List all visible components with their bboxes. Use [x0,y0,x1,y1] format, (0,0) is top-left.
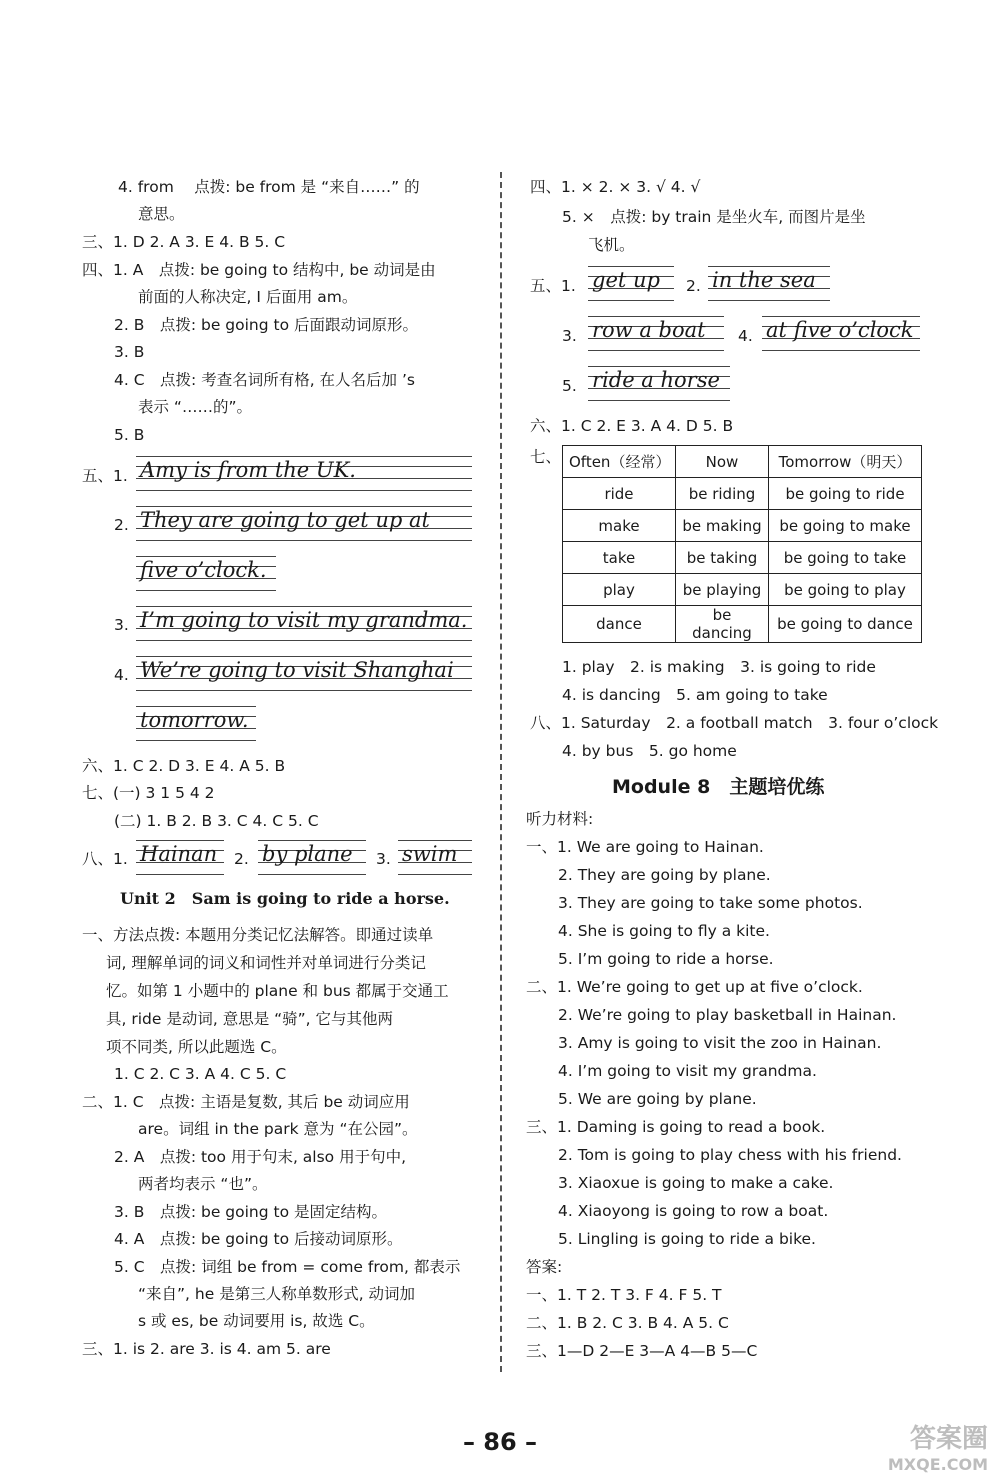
right-text-line: 一、1. T 2. T 3. F 4. F 5. T [526,1286,722,1304]
table-cell: take [563,542,676,574]
left-text-line: 两者均表示 “也”。 [138,1175,268,1193]
handwritten-answer [708,266,830,302]
left-text-line: 八、1. [82,850,128,868]
handwritten-answer [136,656,472,692]
right-text-line: 3. [562,327,577,345]
left-text-line: 3. B [114,343,145,361]
right-text-line: 听力材料: [526,810,594,828]
left-text-line: 三、1. D 2. A 3. E 4. B 5. C [82,233,286,251]
handwritten-text: at five o’clock [766,318,914,342]
left-text-line: 2. B 点拨: be going to 后面跟动词原形。 [114,316,419,334]
ruled-line [588,400,730,401]
right-text-line: 八、1. Saturday 2. a football match 3. four o’clock [530,714,939,732]
handwritten-answer [398,840,472,876]
left-text-line: 2. A 点拨: too 用于句末, also 用于句中, [114,1148,407,1166]
ruled-line [136,606,472,607]
ruled-line [136,556,276,557]
handwritten-text: by plane [262,842,353,866]
ruled-line [258,874,366,875]
ruled-line [708,266,830,267]
right-text-line: 三、1—D 2—E 3—A 4—B 5—C [526,1342,758,1360]
brand-url: MXQE.COM [887,1455,988,1474]
left-text-line: 3. B 点拨: be going to 是固定结构。 [114,1203,388,1221]
handwritten-text: tomorrow. [140,708,249,732]
table-cell: be going to play [769,574,922,606]
table-cell: be making [676,510,769,542]
right-text-line: 4. is dancing 5. am going to take [562,686,828,704]
table-cell: be playing [676,574,769,606]
ruled-line [762,350,920,351]
ruled-line [258,840,366,841]
module-title: Module 8 主题培优练 [612,776,825,798]
ruled-line [588,350,724,351]
right-text-line: 5. We are going by plane. [558,1090,757,1108]
right-text-line: 答案: [526,1258,563,1276]
right-text-line: 三、1. Daming is going to read a book. [526,1118,826,1136]
table-row [563,510,922,542]
handwritten-answer [258,840,366,876]
handwritten-text: swim [402,842,458,866]
ruled-line [708,300,830,301]
handwritten-answer [588,366,730,402]
handwritten-text: Amy is from the UK. [140,458,356,482]
handwritten-text: They are going to get up at [140,508,430,532]
handwritten-text: row a boat [592,318,706,342]
right-text-line: 5. [562,377,577,395]
left-text-line: 5. B [114,426,145,444]
handwritten-answer [136,506,472,542]
table-cell: be taking [676,542,769,574]
table-row [563,606,922,643]
handwritten-answer [136,456,472,492]
left-text-line: 1. C 2. C 3. A 4. C 5. C [114,1065,287,1083]
table-row [563,542,922,574]
handwritten-answer [588,316,724,352]
right-text-line: 飞机。 [588,236,635,254]
right-text-line: 二、1. We’re going to get up at five o’clock. [526,978,863,996]
left-text-line: 七、(一) 3 1 5 4 2 [82,784,215,802]
ruled-line [136,590,276,591]
right-text-line: 四、1. × 2. × 3. √ 4. √ [530,178,701,196]
right-text-line: 2. They are going by plane. [558,866,771,884]
right-text-line: 2. [686,277,701,295]
left-text-line: are。词组 in the park 意为 “在公园”。 [138,1120,418,1138]
ruled-line [136,740,256,741]
ruled-line [136,840,224,841]
left-text-line: 4. from 点拨: be from 是 “来自……” 的 [118,178,420,196]
right-text-line: 1. play 2. is making 3. is going to ride [562,658,876,676]
table-cell: be riding [676,478,769,510]
header-often: Often（经常） [563,446,676,478]
left-text-line: 4. [114,666,129,684]
right-text-line: 2. Tom is going to play chess with his friend. [558,1146,902,1164]
ruled-line [136,706,256,707]
handwritten-text: get up [592,268,660,292]
left-text-line: 3. [114,616,129,634]
ruled-line [762,316,920,317]
table-header-row [563,446,922,478]
left-text-line: 六、1. C 2. D 3. E 4. A 5. B [82,757,286,775]
right-text-line: 七、 [530,448,562,466]
right-text-line: 4. [738,327,753,345]
ruled-line [398,874,472,875]
handwritten-answer [762,316,920,352]
table-cell: be dancing [676,606,769,643]
brand-logo-text: 答案圈 [909,1424,988,1454]
table-cell: dance [563,606,676,643]
table-cell: be going to make [769,510,922,542]
left-text-line: 五、1. [82,467,128,485]
right-text-line: 六、1. C 2. E 3. A 4. D 5. B [530,417,734,435]
ruled-line [588,300,674,301]
page-number: – 86 – [462,1428,538,1456]
left-text-line: 具, ride 是动词, 意思是 “骑”, 它与其他两 [106,1010,394,1028]
ruled-line [398,840,472,841]
table-row [563,478,922,510]
right-text-line: 5. Lingling is going to ride a bike. [558,1230,816,1248]
left-text-line: “来自”, he 是第三人称单数形式, 动词加 [138,1285,416,1303]
left-text-line: 四、1. A 点拨: be going to 结构中, be 动词是由 [82,261,436,279]
right-text-line: 4. I’m going to visit my grandma. [558,1062,817,1080]
right-text-line: 3. Xiaoxue is going to make a cake. [558,1174,834,1192]
column-divider [500,172,502,1372]
right-text-line: 4. by bus 5. go home [562,742,737,760]
header-now: Now [676,446,769,478]
ruled-line [136,490,472,491]
left-text-line: 表示 “……的”。 [138,398,252,416]
handwritten-answer [588,266,674,302]
handwritten-text: I’m going to visit my grandma. [140,608,468,632]
left-text-line: 2. [114,516,129,534]
table-row [563,574,922,606]
header-tomorrow: Tomorrow（明天） [769,446,922,478]
brand-watermark [888,1418,988,1474]
left-text-line: 4. C 点拨: 考查名词所有格, 在人名后加 ’s [114,371,415,389]
left-text-line: 3. [376,850,391,868]
ruled-line [588,366,730,367]
table-cell: be going to dance [769,606,922,643]
right-text-line: 5. I’m going to ride a horse. [558,950,774,968]
left-text-line: 2. [234,850,249,868]
left-text-line: 一、方法点拨: 本题用分类记忆法解答。即通过读单 [82,926,434,944]
handwritten-answer [136,606,472,642]
handwritten-text: in the sea [712,268,816,292]
right-text-line: 4. She is going to fly a kite. [558,922,770,940]
left-text-line: 5. C 点拨: 词组 be from = come from, 都表示 [114,1258,461,1276]
handwritten-text: We’re going to visit Shanghai [140,658,454,682]
ruled-line [588,266,674,267]
left-text-line: 词, 理解单词的词义和词性并对单词进行分类记 [106,954,426,972]
ruled-line [136,506,472,507]
handwritten-text: five o’clock. [140,558,267,582]
left-text-line: 4. A 点拨: be going to 后接动词原形。 [114,1230,403,1248]
handwritten-answer [136,556,276,592]
right-text-line: 3. They are going to take some photos. [558,894,863,912]
handwritten-answer [136,840,224,876]
left-text-line: 忆。如第 1 小题中的 plane 和 bus 都属于交通工 [106,982,449,1000]
right-text-line: 3. Amy is going to visit the zoo in Hainan. [558,1034,882,1052]
left-text-line: s 或 es, be 动词要用 is, 故选 C。 [138,1312,375,1330]
verb-forms-table [562,445,922,643]
ruled-line [588,316,724,317]
handwritten-answer [136,706,256,742]
ruled-line [136,656,472,657]
table-cell: be going to ride [769,478,922,510]
ruled-line [136,540,472,541]
table-cell: make [563,510,676,542]
left-text-line: 二、1. C 点拨: 主语是复数, 其后 be 动词应用 [82,1093,410,1111]
ruled-line [136,690,472,691]
table-cell: ride [563,478,676,510]
ruled-line [136,456,472,457]
right-text-line: 4. Xiaoyong is going to row a boat. [558,1202,829,1220]
unit-heading: Unit 2 Sam is going to ride a horse. [120,889,450,908]
right-text-line: 一、1. We are going to Hainan. [526,838,764,856]
left-text-line: 前面的人称决定, I 后面用 am。 [138,288,358,306]
left-text-line: 三、1. is 2. are 3. is 4. am 5. are [82,1340,331,1358]
right-text-line: 五、1. [530,277,576,295]
handwritten-text: ride a horse [592,368,720,392]
right-text-line: 5. × 点拨: by train 是坐火车, 而图片是坐 [562,208,866,226]
table-cell: play [563,574,676,606]
ruled-line [136,874,224,875]
ruled-line [136,640,472,641]
left-text-line: (二) 1. B 2. B 3. C 4. C 5. C [114,812,319,830]
right-text-line: 二、1. B 2. C 3. B 4. A 5. C [526,1314,729,1332]
table-cell: be going to take [769,542,922,574]
left-text-line: 项不同类, 所以此题选 C。 [106,1038,287,1056]
handwritten-text: Hainan [140,842,218,866]
right-text-line: 2. We’re going to play basketball in Hainan. [558,1006,897,1024]
left-text-line: 意思。 [138,205,185,223]
